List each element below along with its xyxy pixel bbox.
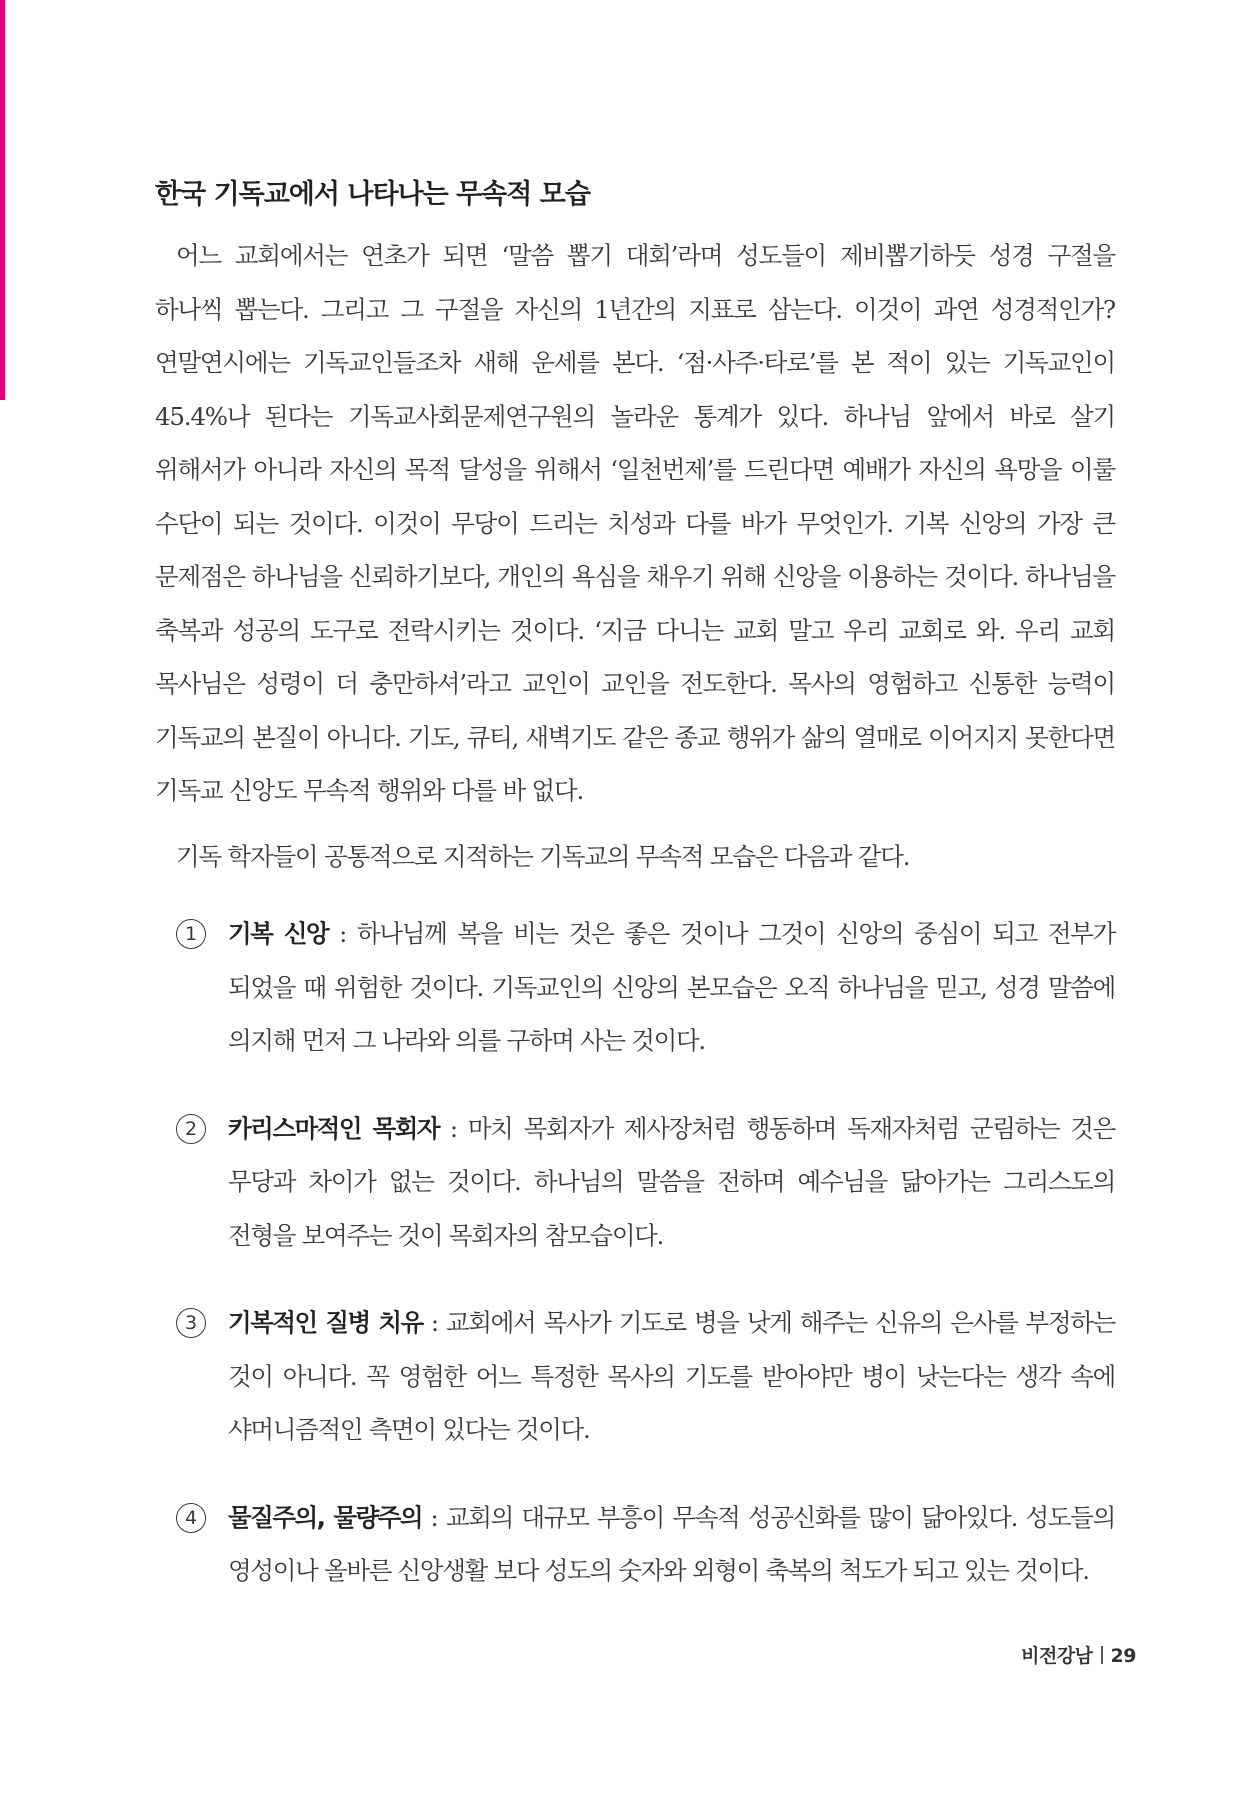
item-term: 카리스마적인 목회자 — [228, 1113, 439, 1143]
page-footer — [1021, 1641, 1136, 1668]
list-item-3 — [176, 1296, 1115, 1457]
publication-name: 비전강남 — [1021, 1645, 1093, 1667]
list-item-2 — [176, 1102, 1115, 1263]
item-description: : 하나님께 복을 비는 것은 좋은 것이나 그것이 신앙의 중심이 되고 전부가 되었을 때 위험한 것이다. 기독교인의 신앙의 본모습은 오직 하나님을 믿고, 성경 말씀에 의지해 먼저 그 나라와 의를 구하며 사는 것이다. — [228, 919, 1115, 1055]
article — [155, 175, 1115, 1632]
list-item-1 — [176, 907, 1115, 1068]
item-description: : 교회에서 목사가 기도로 병을 낫게 해주는 신유의 은사를 부정하는 것이 아니다. 꼭 영험한 어느 특정한 목사의 기도를 받아야만 병이 낫는다는 생각 속에 샤머니즘적인 측면이 있다는 것이다. — [228, 1308, 1115, 1444]
circled-number: 4 — [176, 1503, 206, 1533]
item-term: 기복적인 질병 치유 — [228, 1308, 423, 1337]
list-item-4 — [176, 1491, 1115, 1598]
circled-number: 1 — [176, 919, 206, 949]
page-edge-marker — [0, 0, 5, 400]
lead-sentence: 기독 학자들이 공통적으로 지적하는 기독교의 무속적 모습은 다음과 같다. — [176, 841, 910, 871]
item-description: : 교회의 대규모 부흥이 무속적 성공신화를 많이 닮아있다. 성도들의 영성이나 올바른 신앙생활 보다 성도의 숫자와 외형이 축복의 척도가 되고 있는 것이다. — [228, 1502, 1116, 1585]
footer-separator — [1101, 1646, 1103, 1664]
item-description: : 마치 목회자가 제사장처럼 행동하며 독재자처럼 군림하는 것은 무당과 차이가 없는 것이다. 하나님의 말씀을 전하며 예수님을 닮아가는 그리스도의 전형을 보여주는 것이 목회자의 참모습이다. — [228, 1113, 1115, 1250]
page-number: 29 — [1110, 1645, 1136, 1667]
circled-number: 2 — [176, 1114, 206, 1144]
circled-number: 3 — [176, 1308, 206, 1338]
item-term: 물질주의, 물량주의 — [228, 1502, 423, 1532]
body-paragraph: 어느 교회에서는 연초가 되면 ‘말씀 뽑기 대회’라며 성도들이 제비뽑기하듯 성경 구절을 하나씩 뽑는다. 그리고 그 구절을 자신의 1년간의 지표로 삼는다. 이것이 과연 성경적인가? 연말연시에는 기독교인들조차 새해 운세를 본다. ‘점·사주·타로’를 본 적이 있는 기독교인이 45.4%나 된다는 기독교사회문제연구원의 놀라운 통계가 있다. 하나님 앞에서 바로 살기 위해서가 아니라 자신의 목적 달성을 위해서 ‘일천번제’를 드린다면 예배가 자신의 욕망을 이룰 수단이 되는 것이다. 이것이 무당이 드리는 치성과 다를 바가 무엇인가. 기복 신앙의 가장 큰 문제점은 하나님을 신뢰하기보다, 개인의 욕심을 채우기 위해 신앙을 이용하는 것이다. 하나님을 축복과 성공의 도구로 전락시키는 것이다. ‘지금 다니는 교회 말고 우리 교회로 와. 우리 교회 목사님은 성령이 더 충만하셔’라고 교인이 교인을 전도한다. 목사의 영험하고 신통한 능력이 기독교의 본질이 아니다. 기도, 큐티, 새벽기도 같은 종교 행위가 삶의 열매로 이어지지 못한다면 기독교 신앙도 무속적 행위와 다를 바 없다. — [155, 241, 1115, 805]
item-term: 기복 신앙 — [228, 919, 329, 948]
section-heading: 한국 기독교에서 나타나는 무속적 모습 — [155, 179, 590, 210]
